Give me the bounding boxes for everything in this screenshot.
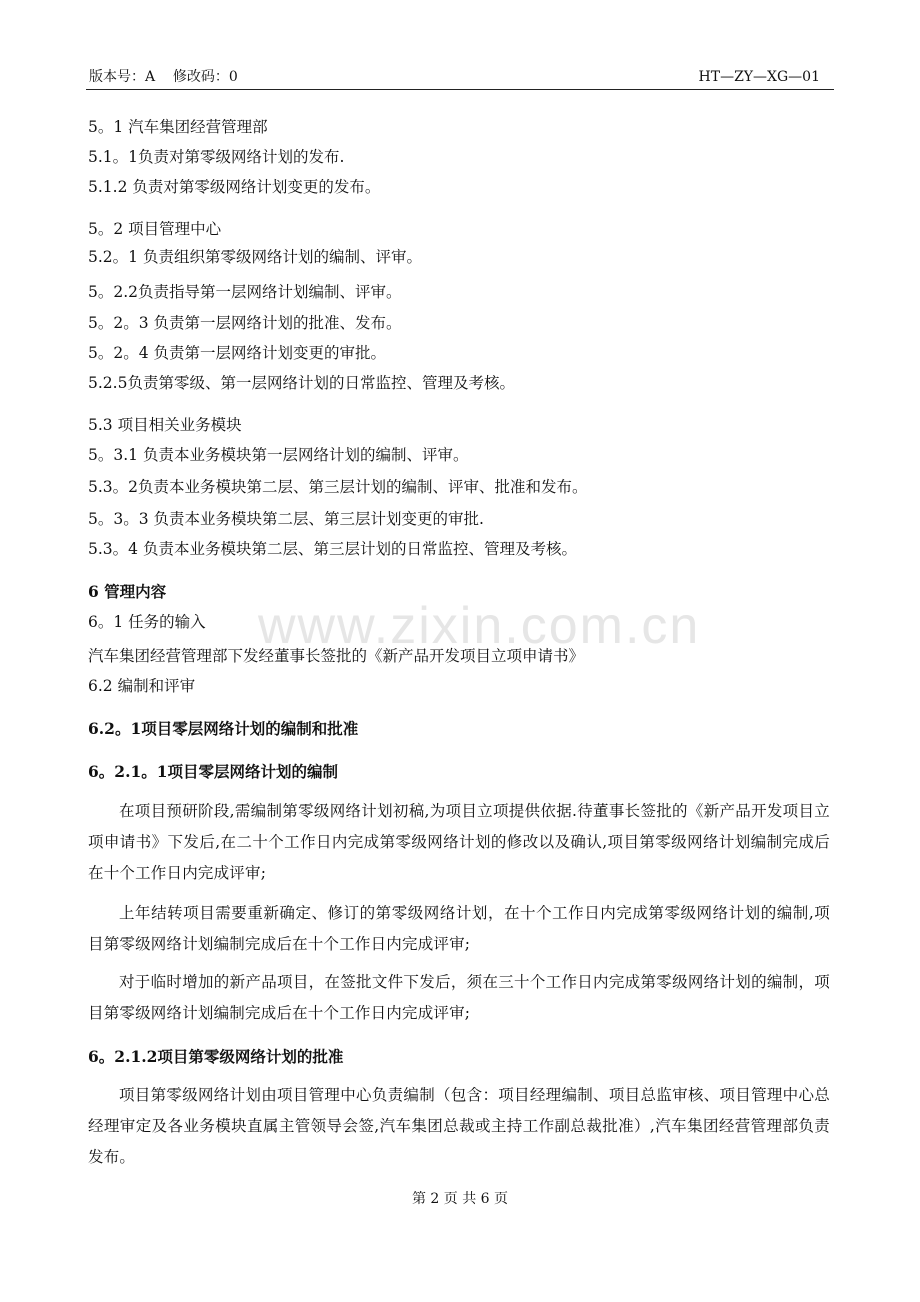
- section-6-2-1-heading: 6.2。1项目零层网络计划的编制和批准: [88, 719, 359, 738]
- section-6-2-1-2-heading: 6。2.1.2项目第零级网络计划的批准: [88, 1047, 344, 1066]
- section-5-2-heading: 5。2 项目管理中心: [88, 220, 222, 238]
- paragraph-6-2-1-1-b: 上年结转项目需要重新确定、修订的第零级网络计划，在十个工作日内完成第零级网络计划的编制,项目第零级网络计划编制完成后在十个工作日内完成评审;: [88, 904, 830, 953]
- page-header: [86, 66, 834, 88]
- header-divider: [86, 89, 834, 90]
- item-5-2-1: 5.2。1 负责组织第零级网络计划的编制、评审。: [88, 248, 422, 266]
- section-5-3-heading: 5.3 项目相关业务模块: [88, 416, 242, 434]
- paragraph-6-2-1-1-a: 在项目预研阶段,需编制第零级网络计划初稿,为项目立项提供依据.待董事长签批的《新产品开发项目立项申请书》下发后,在二十个工作日内完成第零级网络计划的修改以及确认,项目第零级网络计划编制完成后在十个工作日内完成评审;: [88, 802, 830, 882]
- item-5-2-3: 5。2。3 负责第一层网络计划的批准、发布。: [88, 314, 402, 332]
- item-5-2-4: 5。2。4 负责第一层网络计划变更的审批。: [88, 344, 387, 362]
- section-6-1-heading: 6。1 任务的输入: [88, 613, 206, 631]
- section-6-heading: 6 管理内容: [88, 582, 167, 601]
- page-footer: 第 2 页 共 6 页: [411, 1191, 509, 1207]
- watermark: www.zixin.com.cn: [258, 597, 701, 655]
- section-5-1-heading: 5。1 汽车集团经营管理部: [88, 118, 268, 136]
- item-5-3-1: 5。3.1 负责本业务模块第一层网络计划的编制、评审。: [88, 446, 469, 464]
- item-5-2-2: 5。2.2负责指导第一层网络计划编制、评审。: [88, 283, 402, 301]
- item-5-3-4: 5.3。4 负责本业务模块第二层、第三层计划的日常监控、管理及考核。: [88, 540, 577, 558]
- header-doc-code: HT—ZY—XG—01: [698, 69, 820, 85]
- item-5-3-3: 5。3。3 负责本业务模块第二层、第三层计划变更的审批.: [88, 510, 484, 528]
- item-5-2-5: 5.2.5负责第零级、第一层网络计划的日常监控、管理及考核。: [88, 374, 515, 392]
- item-5-1-1: 5.1。1负责对第零级网络计划的发布.: [88, 148, 345, 166]
- paragraph-6-2-1-2: 项目第零级网络计划由项目管理中心负责编制（包含：项目经理编制、项目总监审核、项目管理中心总经理审定及各业务模块直属主管领导会签,汽车集团总裁或主持工作副总裁批准）,汽车集团经营管理部负责发布。: [88, 1086, 830, 1166]
- header-version: 版本号：A 修改码：0: [89, 69, 238, 85]
- section-6-2-heading: 6.2 编制和评审: [88, 677, 196, 695]
- section-6-1-text: 汽车集团经营管理部下发经董事长签批的《新产品开发项目立项申请书》: [88, 647, 585, 665]
- paragraph-6-2-1-1-c: 对于临时增加的新产品项目，在签批文件下发后，须在三十个工作日内完成第零级网络计划的编制，项目第零级网络计划编制完成后在十个工作日内完成评审;: [88, 973, 830, 1022]
- item-5-3-2: 5.3。2负责本业务模块第二层、第三层计划的编制、评审、批准和发布。: [88, 478, 588, 496]
- section-6-2-1-1-heading: 6。2.1。1项目零层网络计划的编制: [88, 762, 339, 781]
- item-5-1-2: 5.1.2 负责对第零级网络计划变更的发布。: [88, 178, 381, 196]
